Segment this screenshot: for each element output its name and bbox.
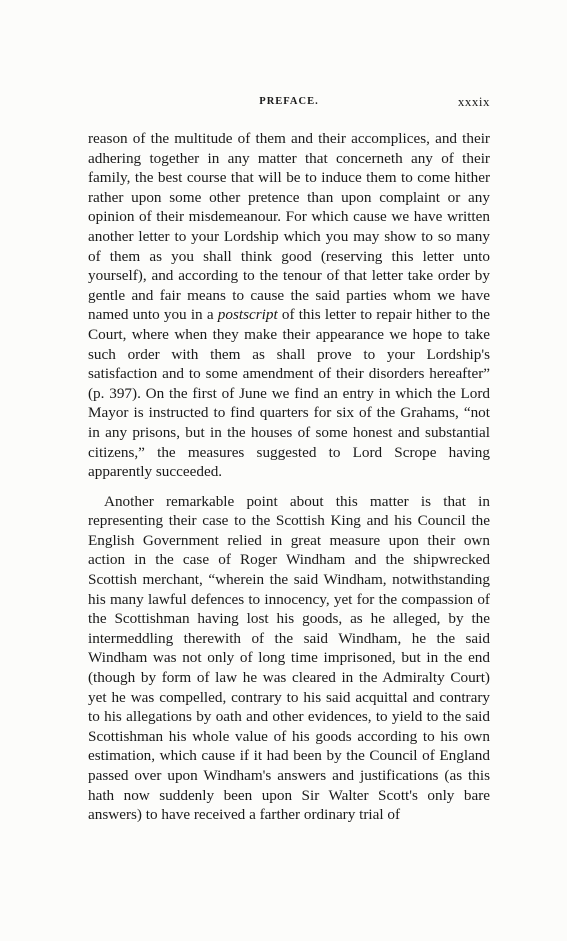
page-header-title: PREFACE. <box>259 96 319 107</box>
running-head <box>88 94 490 110</box>
page-number: xxxix <box>457 94 490 109</box>
body-text <box>88 129 490 825</box>
paragraph-1-text-a: reason of the multitude of them and their accomplices, and their adhering together in any matter that concerneth any of their family, the best course that will be to induce them to come hither rather upon some other pretence than upon complaint or any opinion of their misdemeanour. For which cause we have written another letter to your Lordship which you may show to so many of them as you shall think good (reserving this letter unto yourself), and according to the tenour of that letter take order by gentle and fair means to cause the said parties whom we have named unto you in a <box>88 130 490 324</box>
paragraph-1-italic: postscript <box>217 306 278 324</box>
paragraph-2: Another remarkable point about this matter is that in representing their case to the Scottish King and his Council the English Government relied in great measure upon their own action in the case of Roger Windham and the shipwrecked Scottish merchant, “wherein the said Windham, notwithstanding his many lawful defences to innocency, yet for the compassion of the Scottishman having lost his goods, as he alleged, by the intermeddling therewith of the said Windham, he the said Windham was not only of long time imprisoned, but in the end (though by form of law he was cleared in the Admiralty Court) yet he was compelled, contrary to his said acquittal and contrary to his allegations by oath and other evidences, to yield to the said Scottishman his whole value of his goods according to his own estimation, which cause if it had been by the Council of England passed over upon Windham's answers and justifications (as this hath now suddenly been upon Sir Walter Scott's only bare answers) to have received a farther ordinary trial of <box>88 492 490 824</box>
paragraph-1 <box>88 129 490 482</box>
paragraph-1-text-b: of this letter to repair hither to the Court, where when they make their appearance we hope to take such order with them as shall prove to your Lordship's satisfaction and to some amendment of their disorders hereafter” (p. 397). On the first of June we find an entry in which the Lord Mayor is instructed to find quarters for six of the Grahams, “not in any prisons, but in the houses of some honest and substantial citizens,” the measures suggested to Lord Scrope having apparently succeeded. <box>88 306 490 481</box>
